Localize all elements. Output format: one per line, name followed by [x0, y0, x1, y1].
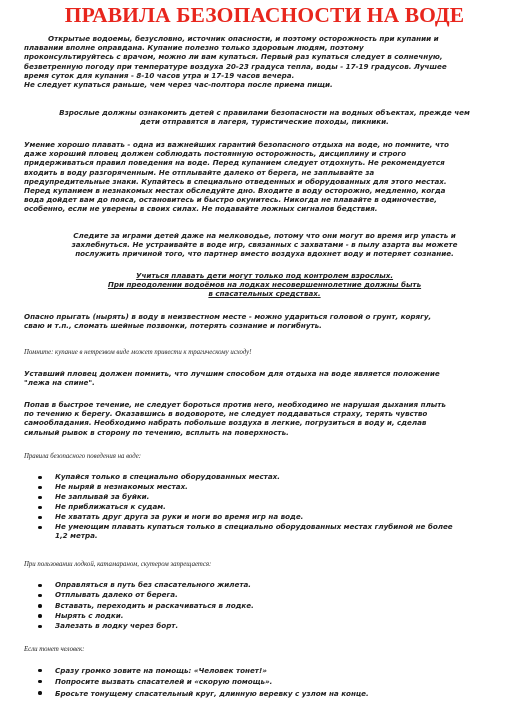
bullet-icon — [38, 476, 42, 480]
bullet-icon — [38, 496, 42, 500]
list-item: Попросите вызвать спасателей и «скорую помощь». — [38, 676, 369, 687]
list-item: Сразу громко зовите на помощь: «Человек тонет!» — [38, 665, 369, 676]
list-item: Оправляться в путь без спасательного жилета. — [38, 580, 254, 590]
list-item: Вставать, переходить и раскачиваться в лодке. — [38, 601, 254, 611]
bullet-icon — [38, 584, 42, 588]
bullet-icon — [38, 604, 42, 608]
list-item: Отплывать далеко от берега. — [38, 590, 254, 600]
tired-swimmer-paragraph: Уставший пловец должен помнить, что лучшим способом для отдыха на воде является положение "лежа на спине". — [24, 369, 440, 388]
list-item: Не ныряй в незнакомых местах. — [38, 482, 453, 492]
bullet-icon — [38, 486, 42, 490]
drowning-heading: Если тонет человек: — [24, 646, 85, 653]
page-title: ПРАВИЛА БЕЗОПАСНОСТИ НА ВОДЕ — [64, 3, 465, 27]
remember-note: Помните: купание в нетрезвом виде может привести к трагическому исходу! — [24, 349, 252, 356]
list-item: Не хватать друг друга за руки и ноги во время игр на воде. — [38, 512, 453, 522]
boat-heading: При пользовании лодкой, катамараном, скутером запрещается: — [24, 561, 212, 568]
intro-paragraph: Открытые водоемы, безусловно, источник опасности, и поэтому осторожность при купании и плавании вполне оправдана. Купание полезно только здоровым людям, поэтому проконсультируйтесь с врачом, можно ли вам купаться. Первый раз купаться следует в солнечную, безветренную погоду при температуре воздуха 20-23 градуса тепла, воды - 17-19 градусов. Лучшее время суток для купания - 8-10 часов утра и 17-19 часов вечера. Не следует купаться раньше, чем через час-полтора после приема пищи. — [24, 34, 447, 90]
bullet-icon — [38, 669, 42, 673]
boat-rules-list — [38, 580, 254, 631]
drowning-list — [38, 665, 369, 699]
current-paragraph: Попав в быстрое течение, не следует бороться против него, необходимо не нарушая дыхания плыть по течению к берегу. Оказавшись в водовороте, не следует поддаваться страху, терять чувство самообладания. Необходимо набрать побольше воздуха в легкие, погрузиться в воду и, сделав сильный рывок в сторону по течению, всплыть на поверхность. — [24, 400, 446, 437]
list-item: Купайся только в специально оборудованных местах. — [38, 472, 453, 482]
bullet-icon — [38, 625, 42, 629]
children-rule-paragraph: Учиться плавать дети могут только под контролем взрослых. При преодолении водоёмов на лодках несовершеннолетние должны быть в спасательных средствах. — [107, 271, 422, 299]
rules-heading: Правила безопасного поведения на воде: — [24, 453, 142, 460]
list-item: Не умеющим плавать купаться только в специально оборудованных местах глубиной не более 1,2 метра. — [38, 522, 453, 541]
jumping-paragraph: Опасно прыгать (нырять) в воду в неизвестном месте - можно удариться головой о грунт, корягу, сваю и т.п., сломать шейные позвонки, потерять сознание и погибнуть. — [24, 312, 432, 331]
swim-skill-paragraph: Умение хорошо плавать - одна из важнейших гарантий безопасного отдыха на воде, но помните, что даже хороший пловец должен соблюдать постоянную осторожность, дисциплину и строго придерживаться правил поведения на воде. Перед купанием следует отдохнуть. Не рекомендуется входить в воду разгоряченным. Не отплывайте далеко от берега, не заплывайте за предупредительные знаки. Купайтесь в специально отведенных и оборудованных для этого местах. Перед купанием в незнакомых местах обследуйте дно. Входите в воду осторожно, медленно, когда вода дойдет вам до пояса, остановитесь и быстро окунитесь. Никогда не плавайте в одиночестве, особенно, если не уверены в своих силах. Не подавайте ложных сигналов бедствия. — [24, 140, 449, 214]
list-item: Не заплывай за буйки. — [38, 492, 453, 502]
bullet-icon — [38, 516, 42, 520]
bullet-icon — [38, 691, 42, 695]
bullet-icon — [38, 614, 42, 618]
list-item: Бросьте тонущему спасательный круг, длинную веревку с узлом на конце. — [38, 688, 369, 699]
bullet-icon — [38, 526, 42, 530]
bullet-icon — [38, 506, 42, 510]
list-item: Залезать в лодку через борт. — [38, 621, 254, 631]
bullet-icon — [38, 680, 42, 684]
adults-paragraph: Взрослые должны ознакомить детей с правилами безопасности на водных объектах, прежде чем дети отправятся в лагеря, туристические походы, пикники. — [59, 108, 470, 127]
list-item: Не приближаться к судам. — [38, 502, 453, 512]
list-item: Нырять с лодки. — [38, 611, 254, 621]
bullet-icon — [38, 594, 42, 598]
games-paragraph: Следите за играми детей даже на мелководье, потому что они могут во время игр упасть и захлебнуться. Не устраивайте в воде игр, связанных с захватами - в пылу азарта вы можете послужить причиной того, что партнер вместо воздуха вдохнет воду и потеряет сознание. — [71, 231, 458, 259]
rules-list — [38, 472, 453, 541]
